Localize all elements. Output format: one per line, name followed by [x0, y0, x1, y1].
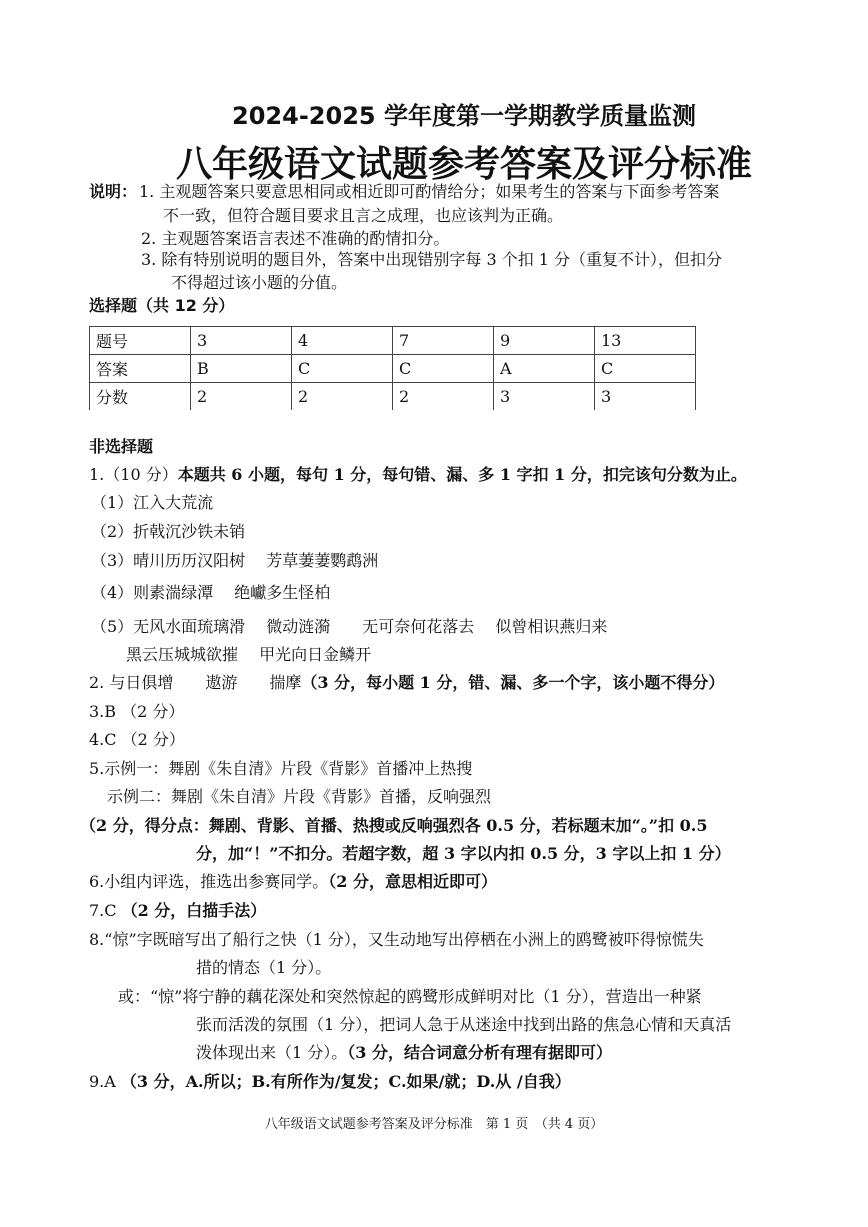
table-cell: 分数: [90, 383, 191, 411]
answer-line-q8-e: [196, 1043, 612, 1063]
note-3a: 3. 除有特别说明的题目外，答案中出现错别字每 3 个扣 1 分（重复不计），但扣分: [141, 250, 723, 269]
answer-line-q4: 4.C （2 分）: [89, 730, 185, 749]
answer-line-q5-1: 5.示例一：舞剧《朱自清》片段《背影》首播冲上热搜: [89, 759, 473, 778]
q7-prefix: 7.C: [89, 901, 122, 920]
page-footer: 八年级语文试题参考答案及评分标准 第 1 页 （共 4 页）: [264, 1117, 604, 1132]
q2-prefix: 2. 与日俱增 遨游 揣摩: [89, 673, 302, 692]
q1-rule: 本题共 6 小题，每句 1 分，每句错、漏、多 1 字扣 1 分，扣完该句分数为止。: [177, 465, 747, 484]
table-cell: 2: [292, 383, 393, 411]
note-1b: 不一致，但符合题目要求且言之成理，也应该判为正确。: [163, 206, 564, 225]
q1-prefix: 1.（10 分）: [89, 465, 178, 484]
answer-line-q1-1: （1）江入大荒流: [91, 493, 214, 512]
answer-line-q5-2: 示例二：舞剧《朱自清》片段《背影》首播，反响强烈: [107, 787, 492, 806]
q7-rule: （2 分，白描手法）: [121, 901, 267, 920]
answer-line-q2: [89, 673, 724, 693]
answer-line-q5-rule-a: （2 分，得分点：舞剧、背影、首播、热搜或反响强烈各 0.5 分，若标题末加“。”扣 0.5: [80, 816, 708, 835]
document-subtitle: 2024-2025 学年度第一学期教学质量监测: [232, 102, 696, 130]
answer-line-q1-3: （3）晴川历历汉阳树 芳草萋萋鹦鹉洲: [91, 551, 379, 570]
q6-rule: （2 分，意思相近即可）: [328, 872, 497, 891]
answer-line-q9: [89, 1072, 571, 1092]
choice-answer-table: [89, 326, 696, 410]
table-cell: 3: [494, 383, 595, 411]
table-row: [90, 355, 696, 383]
table-row: [90, 327, 696, 355]
q8-e-rule: （3 分，结合词意分析有理有据即可）: [347, 1043, 612, 1062]
non-choice-heading: 非选择题: [89, 437, 154, 456]
choice-heading: 选择题（共 12 分）: [89, 296, 235, 315]
table-cell: 2: [191, 383, 292, 411]
table-cell: 题号: [90, 327, 191, 355]
table-cell: 13: [595, 327, 696, 355]
table-cell: A: [494, 355, 595, 383]
table-cell: C: [595, 355, 696, 383]
table-cell: C: [292, 355, 393, 383]
answer-line-q1-4: （4）则素湍绿潭 绝巘多生怪柏: [91, 583, 331, 602]
answer-line-q7: [89, 901, 266, 921]
answer-line-q1-5b: 黑云压城城欲摧 甲光向日金鳞开: [126, 645, 372, 664]
table-cell: 2: [393, 383, 494, 411]
q8-e-prefix: 泼体现出来（1 分）。: [196, 1043, 348, 1062]
q9-prefix: 9.A: [89, 1072, 121, 1091]
answer-line-q6: [89, 872, 497, 892]
answer-line-q1: [89, 465, 747, 485]
document-title: 八年级语文试题参考答案及评分标准: [175, 144, 752, 185]
answer-line-q8-a: 8.“惊”字既暗写出了船行之快（1 分），又生动地写出停栖在小洲上的鸥鹭被吓得惊慌失: [89, 930, 704, 949]
q2-rule: （3 分，每小题 1 分，错、漏、多一个字，该小题不得分）: [301, 673, 725, 692]
table-cell: 答案: [90, 355, 191, 383]
table-cell: 7: [393, 327, 494, 355]
notes-label: 说明：: [89, 182, 138, 201]
table-cell: C: [393, 355, 494, 383]
q6-prefix: 6.小组内评选，推选出参赛同学。: [89, 872, 329, 891]
table-cell: 3: [191, 327, 292, 355]
answer-line-q5-rule-b: 分，加“！”不扣分。若超字数，超 3 字以内扣 0.5 分，3 字以上扣 1 分）: [196, 844, 731, 863]
q9-rule: （3 分，A.所以；B.有所作为/复发；C.如果/就；D.从 /自我）: [120, 1072, 571, 1091]
note-2: 2. 主观题答案语言表述不准确的酌情扣分。: [141, 229, 450, 248]
table-cell: 9: [494, 327, 595, 355]
answer-line-q3: 3.B （2 分）: [89, 702, 185, 721]
answer-line-q1-5a: （5）无风水面琉璃滑 微动涟漪 无可奈何花落去 似曾相识燕归来: [91, 617, 608, 636]
answer-line-q8-b: 措的情态（1 分）。: [196, 958, 332, 977]
answer-line-q8-d: 张而活泼的氛围（1 分），把词人急于从迷途中找到出路的焦急心情和天真活: [196, 1015, 732, 1034]
table-cell: 4: [292, 327, 393, 355]
note-3b: 不得超过该小题的分值。: [171, 273, 348, 292]
answer-line-q1-2: （2）折戟沉沙铁未销: [91, 522, 246, 541]
table-cell: B: [191, 355, 292, 383]
note-1a: 1. 主观题答案只要意思相同或相近即可酌情给分；如果考生的答案与下面参考答案: [139, 182, 720, 201]
table-row: [90, 383, 696, 411]
table-cell: 3: [595, 383, 696, 411]
answer-line-q8-c: 或：“惊”将宁静的藕花深处和突然惊起的鸥鹭形成鲜明对比（1 分），营造出一种紧: [118, 987, 702, 1006]
